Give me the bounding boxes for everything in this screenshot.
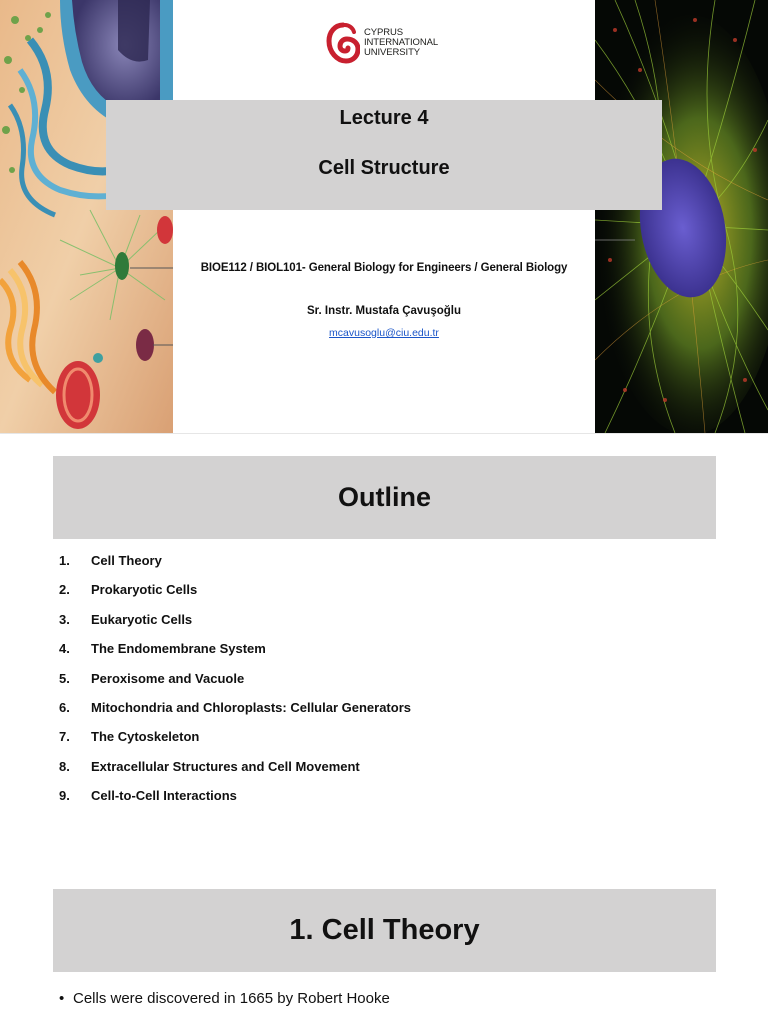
logo-line-2: INTERNATIONAL: [364, 37, 439, 48]
outline-item-label: Prokaryotic Cells: [91, 582, 198, 597]
outline-item-label: Peroxisome and Vacuole: [91, 671, 245, 686]
section-title: 1. Cell Theory: [289, 914, 480, 946]
bullet-dot-icon: •: [59, 990, 65, 1007]
outline-item-number: 9.: [59, 788, 70, 803]
outline-title: Outline: [338, 482, 431, 512]
instructor-email-link[interactable]: mcavusoglu@ciu.edu.tr: [329, 327, 439, 339]
logo-line-3: UNIVERSITY: [364, 47, 421, 58]
outline-item-label: The Cytoskeleton: [91, 729, 200, 744]
university-logo-icon: [326, 22, 360, 64]
outline-item-label: Cell Theory: [91, 553, 162, 568]
lecture-title: Cell Structure: [318, 157, 450, 179]
outline-item-label: The Endomembrane System: [91, 641, 266, 656]
bullet-item: [59, 990, 390, 1007]
bullet-text: Cells were discovered in 1665 by Robert Hooke: [73, 990, 390, 1007]
outline-item-label: Mitochondria and Chloroplasts: Cellular Generators: [91, 700, 411, 715]
title-slide: [0, 0, 768, 433]
logo-line-1: CYPRUS: [364, 27, 403, 38]
university-logo: [326, 20, 456, 66]
slide-divider: [0, 433, 768, 434]
outline-item-number: 7.: [59, 729, 70, 744]
outline-item-number: 6.: [59, 700, 70, 715]
outline-item-number: 1.: [59, 553, 70, 568]
outline-item-number: 3.: [59, 612, 70, 627]
outline-item-label: Eukaryotic Cells: [91, 612, 193, 627]
instructor-name: Sr. Instr. Mustafa Çavuşoğlu: [306, 305, 461, 317]
outline-item-label: Cell-to-Cell Interactions: [91, 788, 237, 803]
section-title-box: [53, 889, 716, 972]
outline-item-number: 5.: [59, 671, 70, 686]
fluorescent-cell-image: [595, 0, 768, 433]
outline-item-number: 4.: [59, 641, 70, 656]
outline-title-box: [53, 456, 716, 539]
lecture-number: Lecture 4: [339, 107, 429, 129]
cell-illustration-image: [0, 0, 173, 433]
outline-item-number: 8.: [59, 759, 70, 774]
outline-item-label: Extracellular Structures and Cell Movement: [91, 759, 360, 774]
university-logo-text: [364, 28, 438, 58]
outline-item-number: 2.: [59, 582, 70, 597]
course-code: BIOE112 / BIOL101- General Biology for Engineers / General Biology: [200, 262, 568, 274]
